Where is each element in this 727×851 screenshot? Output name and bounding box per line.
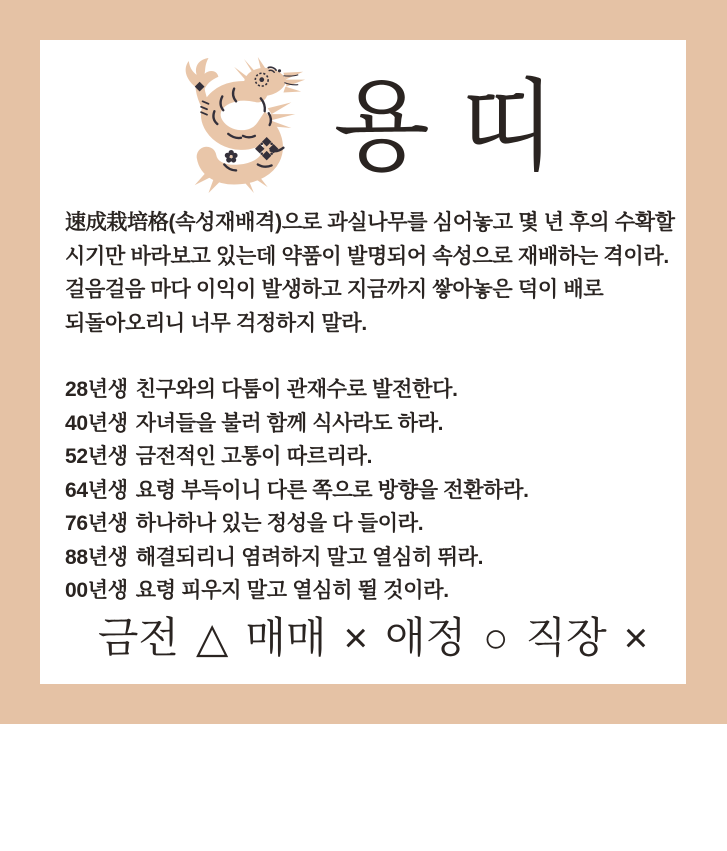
fortune-paragraph bbox=[65, 206, 675, 340]
summary-label-work: 직장 bbox=[525, 613, 607, 661]
year-fortune-text: 하나하나 있는 정성을 다 들이라. bbox=[135, 512, 424, 535]
year-fortune-text: 자녀들을 불러 함께 식사라도 하라. bbox=[135, 411, 444, 435]
paragraph-line: 速成栽培格(속성재배격)으로 과실나무를 심어놓고 몇 년 후의 수확할 bbox=[65, 211, 675, 234]
paragraph-line: 걸음걸음 마다 이익이 발생하고 지금까지 쌓아놓은 덕이 배로 bbox=[65, 278, 604, 301]
year-fortune-list bbox=[65, 373, 664, 608]
birth-year-label: 64년생 bbox=[65, 478, 128, 502]
paragraph-line: 되돌아오리니 너무 걱정하지 말라. bbox=[65, 311, 367, 335]
birth-year-label: 28년생 bbox=[65, 378, 128, 401]
summary-label-trade: 매매 bbox=[245, 613, 327, 661]
year-fortune-row bbox=[65, 507, 664, 541]
cross-mark-icon: × bbox=[623, 613, 649, 661]
fortune-summary-row bbox=[40, 612, 686, 664]
cross-mark-icon: × bbox=[343, 613, 368, 661]
year-fortune-row bbox=[65, 440, 664, 474]
year-fortune-row bbox=[65, 407, 664, 441]
year-fortune-row bbox=[65, 541, 664, 575]
dragon-icon bbox=[169, 57, 319, 197]
birth-year-label: 00년생 bbox=[65, 579, 128, 602]
page-title: 용띠 bbox=[333, 71, 587, 183]
birth-year-label: 76년생 bbox=[65, 512, 128, 535]
year-fortune-text: 친구와의 다툼이 관재수로 발전한다. bbox=[135, 378, 458, 401]
triangle-outline-icon: △ bbox=[195, 613, 229, 661]
paragraph-line: 시기만 바라보고 있는데 약품이 발명되어 속성으로 재배하는 격이라. bbox=[65, 244, 669, 268]
circle-outline-icon: ○ bbox=[483, 613, 509, 661]
birth-year-label: 40년생 bbox=[65, 411, 128, 435]
year-fortune-text: 해결되리니 염려하지 말고 열심히 뛰라. bbox=[135, 545, 484, 569]
year-fortune-text: 요령 피우지 말고 열심히 뛸 것이라. bbox=[135, 579, 449, 602]
year-fortune-row bbox=[65, 373, 664, 407]
header bbox=[40, 40, 686, 202]
birth-year-label: 52년생 bbox=[65, 445, 128, 468]
year-fortune-row bbox=[65, 574, 664, 608]
year-fortune-row bbox=[65, 474, 664, 508]
fortune-card bbox=[40, 40, 686, 684]
birth-year-label: 88년생 bbox=[65, 545, 128, 569]
summary-label-love: 애정 bbox=[384, 613, 467, 661]
year-fortune-text: 금전적인 고통이 따르리라. bbox=[135, 445, 373, 468]
year-fortune-text: 요령 부득이니 다른 쪽으로 방향을 전환하라. bbox=[135, 478, 529, 502]
summary-label-money: 금전 bbox=[97, 613, 179, 661]
